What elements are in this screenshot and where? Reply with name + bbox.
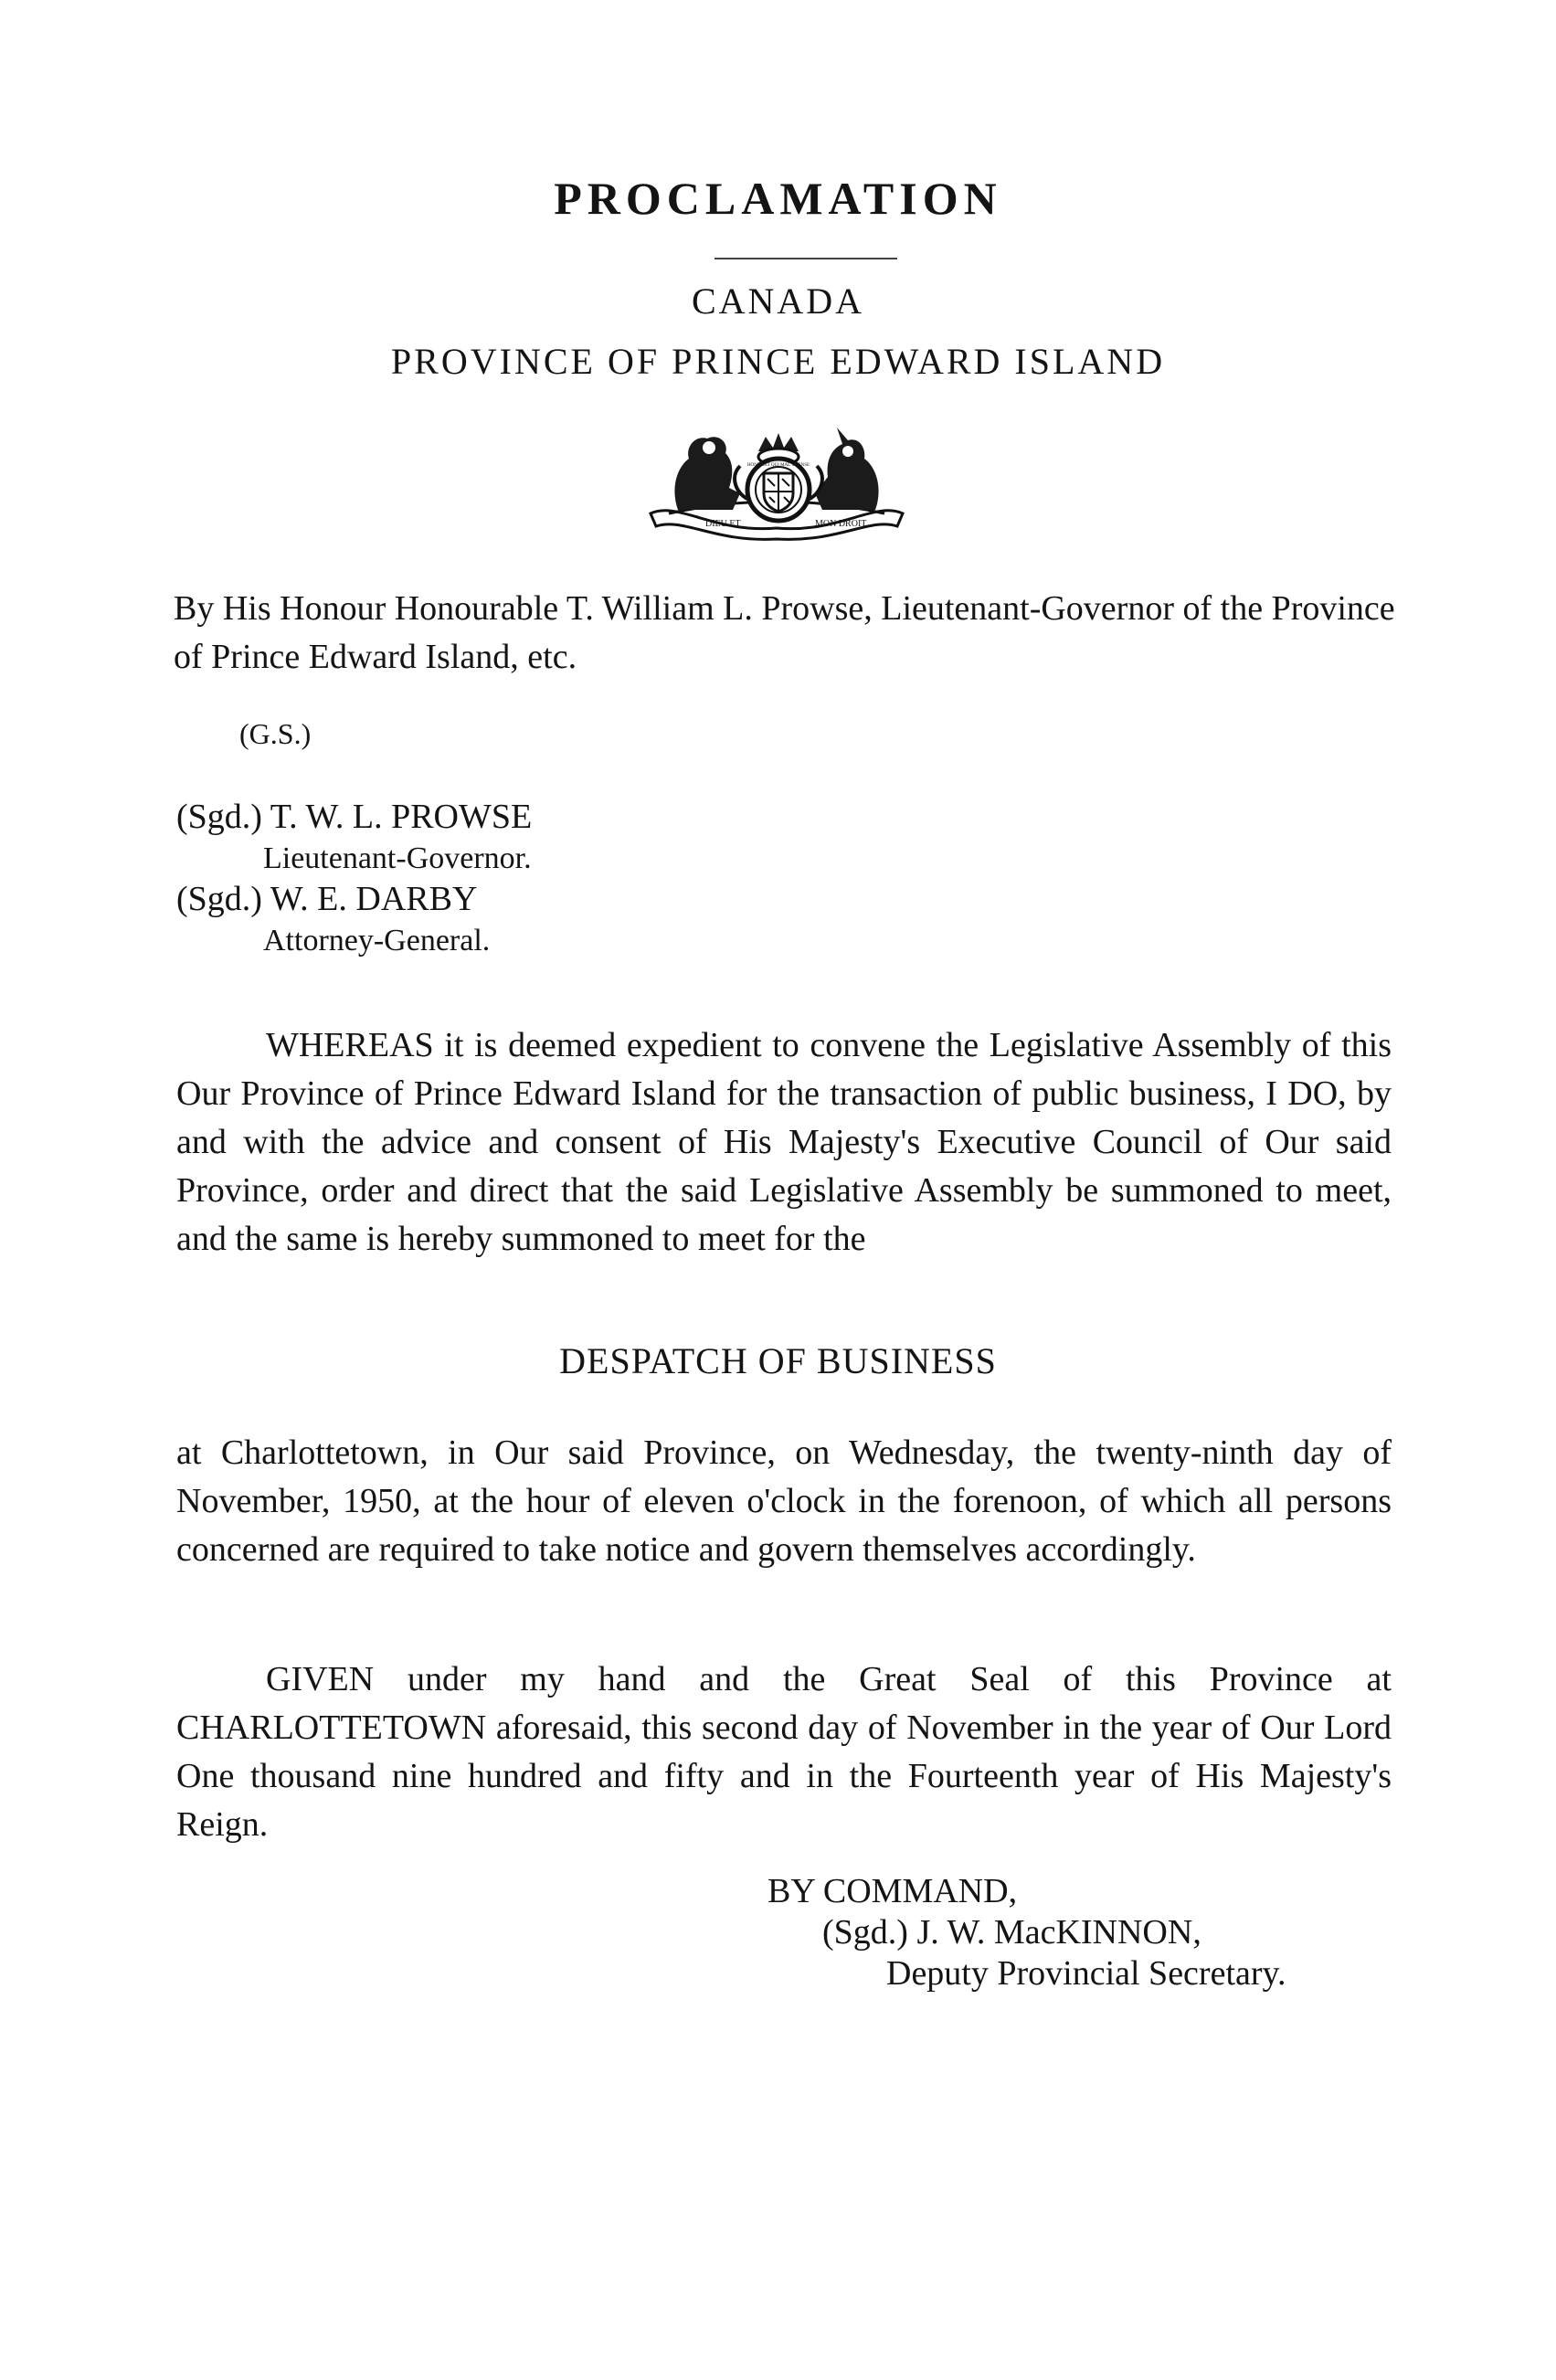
signer-title: Deputy Provincial Secretary. xyxy=(886,1954,1286,1993)
command-block xyxy=(767,1871,1286,1994)
signature-attorney xyxy=(176,879,532,920)
title-divider xyxy=(714,258,897,259)
signature-governor xyxy=(176,797,532,838)
royal-coat-of-arms-icon xyxy=(641,426,912,543)
command-heading: BY COMMAND, xyxy=(767,1872,1018,1910)
by-his-honour-text: By His Honour Honourable T. William L. Prowse, Lieutenant-Governor of the Province of Prince Edward Island, etc. xyxy=(174,589,1395,676)
signer-name: W. E. DARBY xyxy=(270,880,478,918)
given-paragraph: GIVEN under my hand and the Great Seal of this Province at CHARLOTTETOWN aforesaid, this second day of November in the year of Our Lord One thousand nine hundred and fifty and in the Fourteenth year of His Majesty's Reign. xyxy=(176,1660,1392,1844)
meeting-paragraph: at Charlottetown, in Our said Province, on Wednesday, the twenty-ninth day of November, 1950, at the hour of eleven o'clock in the forenoon, of which all persons concerned are required to take notice and govern themselves accordingly. xyxy=(176,1433,1392,1569)
sgd-prefix: (Sgd.) xyxy=(176,880,262,918)
signatures-block xyxy=(176,797,532,961)
command-signature xyxy=(767,1912,1286,1953)
signer-name: T. W. L. PROWSE xyxy=(270,798,533,836)
sgd-prefix: (Sgd.) xyxy=(176,798,262,836)
svg-text:HONI SOIT QUI MAL Y PENSE: HONI SOIT QUI MAL Y PENSE xyxy=(746,463,810,468)
country-heading: CANADA xyxy=(691,280,865,322)
signer-name: J. W. MacKINNON, xyxy=(916,1913,1201,1952)
sgd-prefix: (Sgd.) xyxy=(822,1913,908,1952)
whereas-paragraph: WHEREAS it is deemed expedient to convene the Legislative Assembly of this Our Province of Prince Edward Island for the transaction of public business, I DO, by and with the advice and consent of His Majesty's Executive Council of Our said Province, order and direct that the said Legislative Assembly be summoned to meet, and the same is hereby summoned to meet for the xyxy=(176,1026,1392,1258)
proclamation-title: PROCLAMATION xyxy=(554,173,1002,224)
svg-text:DIEU ET: DIEU ET xyxy=(705,519,741,529)
province-heading: PROVINCE OF PRINCE EDWARD ISLAND xyxy=(390,341,1166,382)
great-seal-mark: (G.S.) xyxy=(239,717,312,750)
signer-title: Lieutenant-Governor. xyxy=(263,841,532,875)
despatch-heading: DESPATCH OF BUSINESS xyxy=(559,1340,997,1381)
signer-title: Attorney-General. xyxy=(263,924,491,957)
svg-text:MON DROIT: MON DROIT xyxy=(815,519,867,529)
